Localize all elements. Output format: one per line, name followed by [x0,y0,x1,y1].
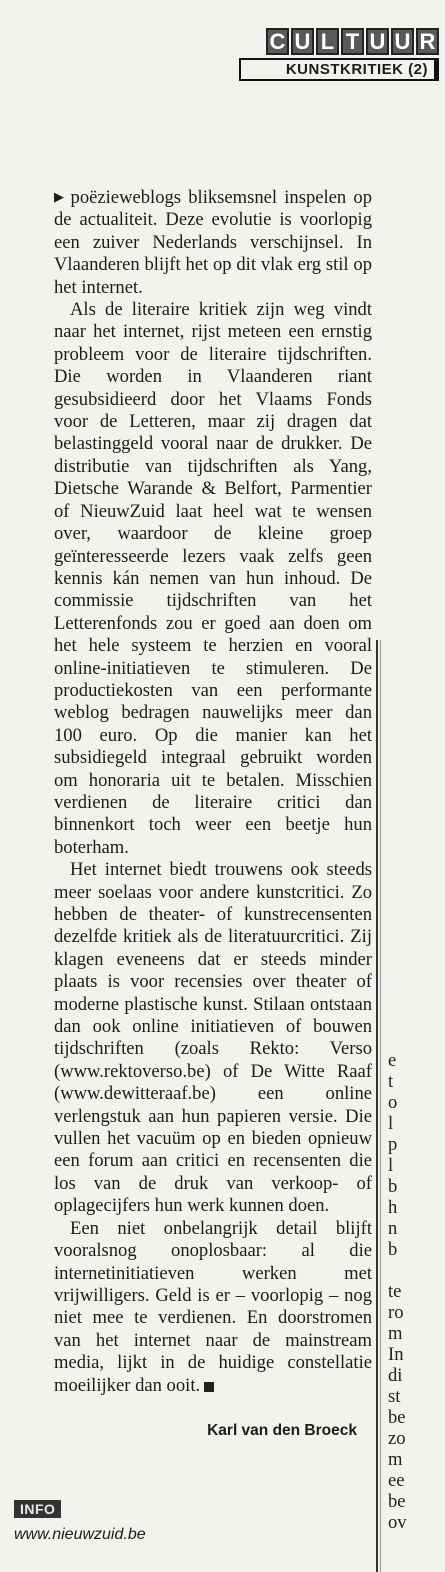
paragraph-text: Het internet biedt trouwens ook steeds meer soelaas voor andere kunstcritici. Zo hebben de theater- of kunstrecensenten dezelfde kritiek als de literatuurcritici. Zij klagen eveneens dat er steeds minder plaats is voor recensies over theater of moderne plastische kunst. Stilaan ontstaan dan ook online initiatieven of bouwen tijdschriften (zoals Rekto: Verso (www.rektoverso.be) of De Witte Raaf (www.dewitteraaf.be) een online verlengstuk aan hun papieren versie. Die vullen het vacuüm op en bieden opnieuw een forum aan critici en recensenten die los van de druk van verkoop- of oplagecijfers hun werk kunnen doen. [54,859,372,1217]
adjacent-column-fragment [388,1050,445,1533]
section-letter: R [416,28,439,55]
edge-fragment: b [388,1239,398,1260]
subsection-label: KUNSTKRITIEK (2) [239,58,439,81]
section-header [239,28,439,81]
article-paragraph [54,859,372,1218]
edge-fragment: p [388,1134,398,1155]
edge-fragment: zo [388,1428,406,1449]
edge-fragment: h [388,1197,398,1218]
edge-fragment: ov [388,1512,407,1533]
paragraph-text: poëzieweblogs bliksemsnel inspelen op de actualiteit. Deze evolutie is voorlopig een zuiver Nederlands verschijnsel. In Vlaanderen blijft het op dit vlak erg stil op het internet. [54,187,372,298]
end-of-article-icon [204,1382,214,1392]
edge-fragment: e [388,1050,397,1071]
edge-fragment: t [388,1071,394,1092]
continuation-arrow-icon: ▶ [54,189,67,204]
edge-fragment: l [388,1155,394,1176]
paragraph-text: Een niet onbelangrijk detail blijft vooralsnog onoplosbaar: al die internetinitiatieven werken met vrijwilligers. Geld is er – voorlopig – nog niet mee te verdienen. En doorstromen van het internet naar de mainstream media, lijkt in de huidige constellatie moeilijker dan ooit. [54,1217,372,1396]
edge-fragment: o [388,1092,398,1113]
edge-fragment: di [388,1365,403,1386]
info-label: INFO [14,1500,61,1518]
edge-fragment: l [388,1113,394,1134]
section-title-cultuur [239,28,439,55]
edge-fragment: ro [388,1302,404,1323]
section-letter: U [366,28,389,55]
section-letter: T [341,28,364,55]
section-letter: U [391,28,414,55]
author-byline: Karl van den Broeck [207,1422,357,1439]
article-body [54,186,372,1397]
edge-fragment: In [388,1344,404,1365]
edge-fragment: te [388,1281,402,1302]
edge-fragment: st [388,1386,401,1407]
column-divider [376,640,378,1572]
article-paragraph [54,186,372,299]
column-divider-thin [380,640,381,1572]
article-paragraph [54,299,372,859]
edge-fragment: ee [388,1470,405,1491]
edge-fragment [388,1260,445,1281]
edge-fragment: m [388,1449,403,1470]
section-letter: U [291,28,314,55]
edge-fragment: be [388,1407,406,1428]
edge-fragment: m [388,1323,403,1344]
edge-fragment: b [388,1176,398,1197]
edge-fragment: be [388,1491,406,1512]
info-link[interactable]: www.nieuwzuid.be [14,1526,146,1543]
paragraph-text: Als de literaire kritiek zijn weg vindt naar het internet, rijst meteen een ernstig probleem voor de literaire tijdschriften. Die worden in Vlaanderen riant gesubsidieerd door het Vlaams Fonds voor de Letteren, maar zij dragen dat belastinggeld vooral naar de drukker. De distributie van tijdschriften als Yang, Dietsche Warande & Belfort, Parmentier of NieuwZuid laat heel wat te wensen over, waardoor de kleine groep geïnteresseerde lezers vaak zelfs geen kennis kán nemen van hun inhoud. De commissie tijdschriften van het Letterenfonds zou er goed aan doen om het hele systeem te herzien en vooral online-initiatieven te stimuleren. De productiekosten van een performante weblog bedragen nauwelijks meer dan 100 euro. Op die manier kan het subsidiegeld integraal gebruikt worden om honoraria uit te betalen. Misschien verdienen de literaire critici dan binnenkort toch weer een beetje hun boterham. [54,299,372,858]
edge-fragment: n [388,1218,398,1239]
section-letter: C [266,28,289,55]
article-paragraph [54,1218,372,1397]
section-letter: L [316,28,339,55]
